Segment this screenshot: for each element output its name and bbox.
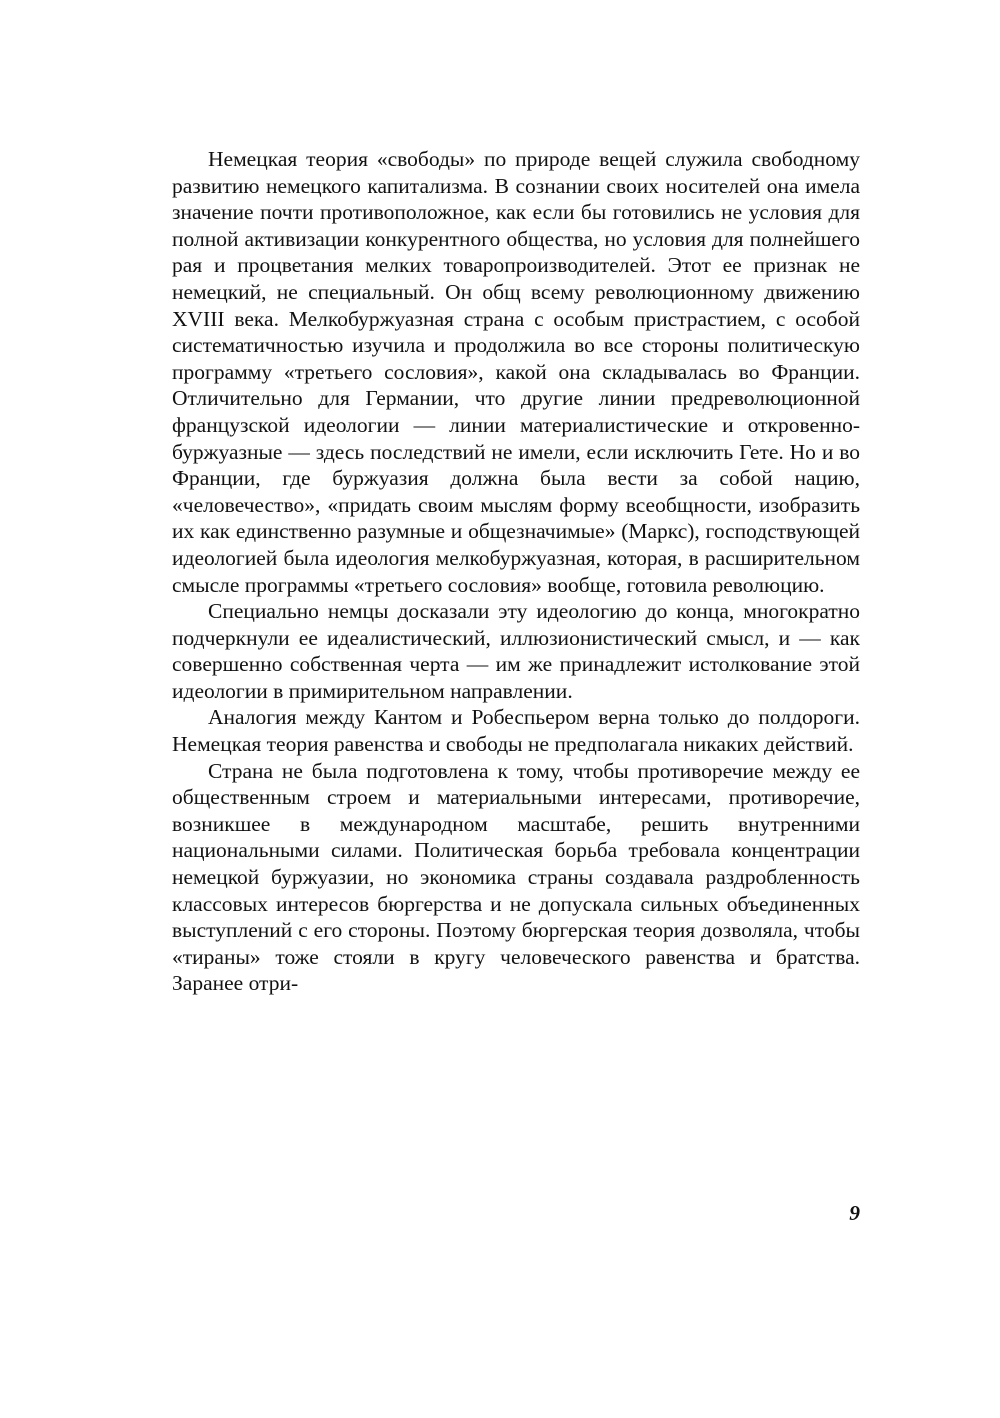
paragraph-3: Аналогия между Кантом и Робеспьером верна только до полдороги. Немецкая теория равенства и свободы не предполагала никаких действий. <box>172 705 860 757</box>
paragraph-4: Страна не была подготовлена к тому, чтобы противоречие между ее общественным строем и материальными интересами, противоречие, возникшее в международном масштабе, решить внутренними национальными силами. Политическая борьба требовала концентрации немецкой буржуазии, но экономика страны создавала раздробленность классовых интересов бюргерства и не допускала сильных объединенных выступлений с его стороны. Поэтому бюргерская теория дозволяла, чтобы «тираны» тоже стояли в кругу человеческого равенства и братства. Заранее отри- <box>172 758 860 996</box>
page-text <box>172 146 860 997</box>
paragraph-1: Немецкая теория «свободы» по природе вещей служила свободному развитию немецкого капитализма. В сознании своих носителей она имела значение почти противоположное, как если бы готовились не условия для полной активизации конкурентного общества, но условия для полнейшего рая и процветания мелких товаропроизводителей. Этот ее признак не немецкий, не специальный. Он общ всему революционному движению XVIII века. Мелкобуржуазная страна с особым пристрастием, с особой систематичностью изучила и продолжила во все стороны политическую программу «третьего сословия», какой она складывалась во Франции. Отличительно для Германии, что другие линии предреволюционной французской идеологии — линии материалистические и откровенно-буржуазные — здесь последствий не имели, если исключить Гете. Но и во Франции, где буржуазия должна была вести за собой нацию, «человечество», «придать своим мыслям форму всеобщности, изобразить их как единственно разумные и общезначимые» (Маркс), господствующей идеологией была идеология мелкобуржуазная, которая, в расширительном смысле программы «третьего сословия» вообще, готовила революцию. <box>172 147 860 597</box>
page-number: 9 <box>849 1201 860 1225</box>
paragraph-2: Специально немцы досказали эту идеологию до конца, многократно подчеркнули ее идеалистический, иллюзионистический смысл, и — как совершенно собственная черта — им же принадлежит истолкование этой идеологии в примирительном направлении. <box>172 599 860 703</box>
